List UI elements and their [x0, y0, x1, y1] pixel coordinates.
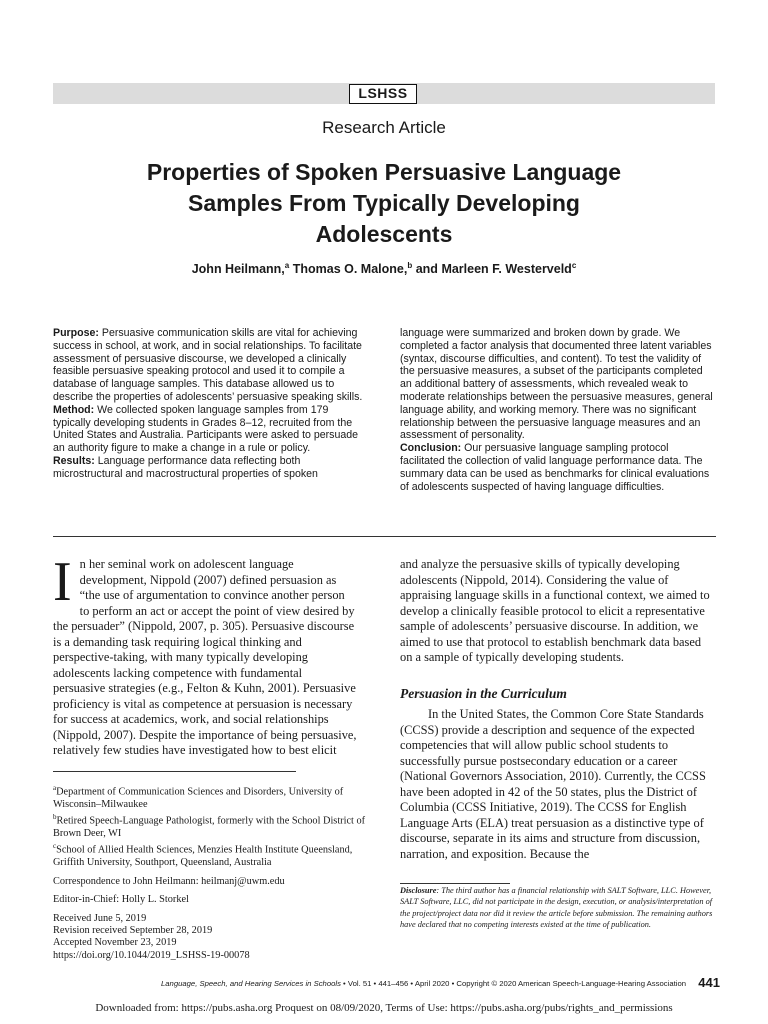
author-name: Marleen F. Westerveld: [441, 262, 572, 277]
footnote-text: Retired Speech-Language Pathologist, formerly with the School District of Brown Deer, WI: [53, 815, 366, 840]
running-footer: [90, 979, 686, 988]
disclosure-text: : The third author has a financial relationship with SALT Software, LLC. However, SALT Software, LLC, did not participate in the design, execution, or analysis/interpretation of the project/project data nor did it review the article before submission. The remaining authors have declared that no competing interests existed at the time of publication.: [400, 886, 713, 930]
page-number: 441: [698, 975, 720, 990]
abstract-conclusion: [400, 442, 716, 493]
doi-link[interactable]: https://doi.org/10.1044/2019_LSHSS-19-00078: [53, 949, 250, 961]
abstract-results: [53, 455, 368, 481]
footnote-mark: c: [53, 842, 57, 851]
footnotes: [53, 782, 373, 962]
abstract-label: Method:: [53, 403, 95, 416]
footnote-mark: a: [53, 784, 57, 792]
abstract-text: Persuasive communication skills are vital for achieving success in school, at work, and in social relationships. To facilitate assessment of persuasive discourse, we developed a clinically feasible persuasive speaking protocol and used it to compile a database of language samples. This database allowed us to describe the properties of adolescents’ persuasive speaking skills.: [53, 327, 363, 403]
author-affiliation-mark: c: [571, 261, 577, 270]
abstract-label: Results:: [53, 454, 95, 467]
abstract-purpose: [53, 327, 368, 404]
abstract-method: [53, 404, 368, 455]
abstract-text: Language performance data reflecting both microstructural and macrostructural properties of spoken: [53, 454, 318, 480]
abstract-text: We collected spoken language samples from 179 typically developing students in Grades 8–12, recruited from the United States and Australia. Participants were asked to persuade an authority figure to make a change in a rule or policy.: [53, 403, 359, 455]
received-date: Received June 5, 2019: [53, 912, 147, 924]
footnote-text: Department of Communication Sciences and Disorders, University of Wisconsin–Milwaukee: [53, 786, 344, 810]
body-paragraph: and analyze the persuasive skills of typically developing adolescents (Nippold, 2014). Considering the value of appraising language skills in a functional context, we aimed to develop a clinically feasible protocol to elicit a representative sample of adolescents’ persuasive discourse. In addition, we aimed to use that protocol to establish benchmark data based on a sample of typically developing students.: [400, 557, 710, 664]
abstract-divider: [53, 536, 716, 537]
accepted-date: Accepted November 23, 2019: [53, 937, 177, 949]
abstract-label: Purpose:: [53, 327, 99, 339]
body-paragraph: [53, 551, 357, 759]
journal-name: Language, Speech, and Hearing Services in Schools: [161, 979, 341, 988]
article-type: Research Article: [322, 118, 446, 137]
section-heading: Persuasion in the Curriculum: [400, 685, 567, 701]
abstract-left-column: [53, 327, 368, 481]
journal-badge: LSHSS: [349, 84, 417, 104]
affiliation-note: [53, 782, 373, 811]
author-name: John Heilmann,: [191, 262, 285, 277]
paragraph-text: n her seminal work on adolescent language development, Nippold (2007) defined persuasion as “the use of argumentation to convince another person to perform an act or accept the point of view desired by the persuader” (Nippold, 2007, p. 305). Persuasive discourse is a demanding task requiring logical thinking and perspective-taking, with many typically developing adolescents lacking competence with fundamental persuasive strategies (e.g., Felton & Kuhn, 2001). Persuasive proficiency is vital as competence at persuasion is necessary for success at academics, work, and social relationships (Nippold, 2007). Despite the importance of being persuasive, relatively few studies have investigated how to best elicit: [53, 557, 357, 757]
affiliation-note: [53, 811, 373, 840]
author-affiliation-mark: a: [284, 261, 290, 270]
abstract-results-continued: language were summarized and broken down by grade. We completed a factor analysis that documented three latent variables (syntax, discourse difficulties, and content). To test the validity of the persuasive measures, a subset of the participants completed an additional battery of assessments, which revealed weak to moderate relationships between the persuasive measures, general language ability, and working memory. There was no significant relationship between the persuasive language measures and an assessment of personality.: [400, 327, 713, 442]
footnote-text: School of Allied Health Sciences, Menzies Health Institute Queensland, Griffith University, Southport, Queensland, Australia: [53, 844, 353, 869]
author-list: [0, 261, 768, 276]
author-name: Thomas O. Malone,: [292, 262, 408, 277]
author-conjunction: and: [415, 262, 438, 277]
disclosure-note: [400, 885, 716, 931]
drop-cap: I: [53, 551, 72, 613]
body-right-column: [400, 557, 716, 862]
issue-details: • Vol. 51 • 441–456 • April 2020 • Copyright © 2020 American Speech-Language-Hearing Association: [340, 979, 686, 988]
affiliation-note: [53, 840, 373, 869]
article-title: Properties of Spoken Persuasive Language Samples From Typically Developing Adolescents: [146, 159, 622, 247]
footnote-divider: [53, 771, 296, 772]
disclosure-divider: [400, 883, 510, 884]
download-notice: Downloaded from: https://pubs.asha.org Proquest on 08/09/2020, Terms of Use: https://pubs.asha.org/pubs/rights_and_permissions: [95, 1002, 673, 1014]
body-left-column: [53, 551, 357, 759]
footnote-mark: b: [53, 813, 57, 822]
correspondence-note: Correspondence to John Heilmann: heilmanj@uwm.edu: [53, 875, 285, 887]
disclosure-label: Disclosure: [400, 886, 437, 895]
author-affiliation-mark: b: [407, 261, 413, 270]
abstract-right-column: [400, 327, 716, 493]
editor-note: Editor-in-Chief: Holly L. Storkel: [53, 894, 189, 906]
abstract-text: Our persuasive language sampling protocol facilitated the collection of valid language performance data. The summary data can be used as benchmarks for clinical evaluations of adolescents suspected of having language difficulties.: [400, 442, 710, 493]
abstract-label: Conclusion:: [400, 442, 462, 455]
body-paragraph: In the United States, the Common Core State Standards (CCSS) provide a description and sequence of the expected competencies that will allow public school students to successfully pursue postsecondary education or a career (National Governors Association, 2010). Currently, the CCSS have been adopted in 42 of the 50 states, plus the District of Columbia (CCSS Initiative, 2019). The CCSS for English Language Arts (ELA) treat persuasion as a distinctive type of discourse, separate in its aims and structure from discussion, narration, and exposition. Because the: [400, 707, 706, 861]
revision-date: Revision received September 28, 2019: [53, 924, 213, 936]
